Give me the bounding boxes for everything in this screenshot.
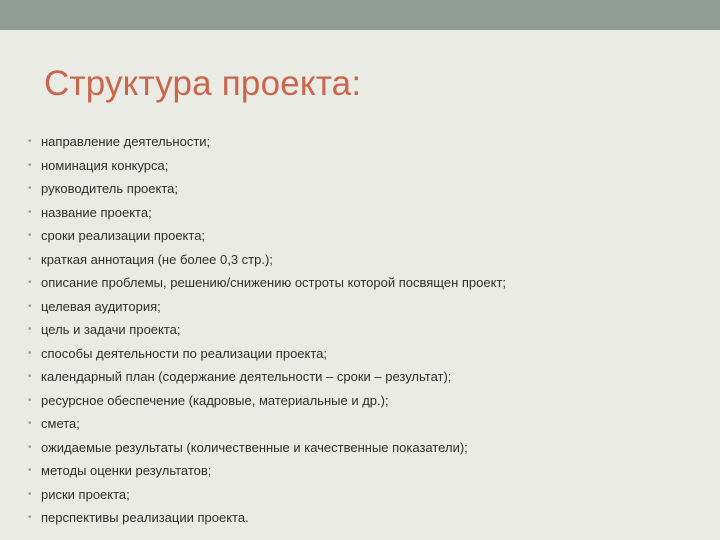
bullet-icon: • xyxy=(28,465,32,476)
list-item-text: название проекта; xyxy=(41,204,152,220)
bullet-icon: • xyxy=(28,230,32,241)
list-item-text: перспективы реализации проекта. xyxy=(41,510,249,525)
list-item-text: руководитель проекта; xyxy=(41,181,178,196)
bullet-icon: • xyxy=(28,253,32,265)
list-item xyxy=(28,506,506,530)
list-item xyxy=(28,295,506,319)
list-item-text: направление деятельности; xyxy=(41,134,211,149)
list-item-text: номинация конкурса; xyxy=(41,157,169,173)
bullet-icon: • xyxy=(28,300,32,312)
list-item-text: смета; xyxy=(41,416,80,431)
top-bar xyxy=(0,0,720,30)
list-item xyxy=(28,483,506,507)
list-item xyxy=(28,342,506,366)
list-item xyxy=(28,436,506,460)
list-item-text: цель и задачи проекта; xyxy=(41,322,181,337)
list-item xyxy=(28,248,506,272)
list-item xyxy=(28,224,506,248)
bullet-icon: • xyxy=(28,159,32,171)
list-item xyxy=(28,130,506,154)
bullet-icon: • xyxy=(28,324,32,335)
list-item xyxy=(28,412,506,436)
bullet-icon: • xyxy=(28,418,32,429)
list-item xyxy=(28,389,506,413)
bullet-icon: • xyxy=(28,277,32,288)
bullet-icon: • xyxy=(28,394,32,406)
bullet-icon: • xyxy=(28,512,32,523)
bullet-icon: • xyxy=(28,441,32,453)
bullet-icon: • xyxy=(28,136,32,147)
bullet-icon: • xyxy=(28,488,32,500)
list-item xyxy=(28,459,506,483)
slide-title: Структура проекта: xyxy=(44,64,362,103)
list-item xyxy=(28,201,506,225)
bullet-icon: • xyxy=(28,206,32,218)
list-item-text: методы оценки результатов; xyxy=(41,463,212,478)
list-item-text: ресурсное обеспечение (кадровые, материальные и др.); xyxy=(41,392,389,408)
bullet-list xyxy=(28,130,506,530)
list-item xyxy=(28,154,506,178)
list-item-text: способы деятельности по реализации проекта; xyxy=(41,345,328,361)
list-item xyxy=(28,177,506,201)
list-item-text: описание проблемы, решению/снижению остроты которой посвящен проект; xyxy=(41,275,507,290)
bullet-icon: • xyxy=(28,371,32,382)
list-item xyxy=(28,271,506,295)
bullet-icon: • xyxy=(28,183,32,194)
list-item-text: ожидаемые результаты (количественные и качественные показатели); xyxy=(41,439,468,455)
list-item-text: сроки реализации проекта; xyxy=(41,228,206,243)
list-item xyxy=(28,318,506,342)
list-item xyxy=(28,365,506,389)
list-item-text: календарный план (содержание деятельности – сроки – результат); xyxy=(41,369,452,384)
slide xyxy=(0,30,720,540)
list-item-text: риски проекта; xyxy=(41,486,130,502)
list-item-text: целевая аудитория; xyxy=(41,298,161,314)
bullet-icon: • xyxy=(28,347,32,359)
list-item-text: краткая аннотация (не более 0,3 стр.); xyxy=(41,251,273,267)
